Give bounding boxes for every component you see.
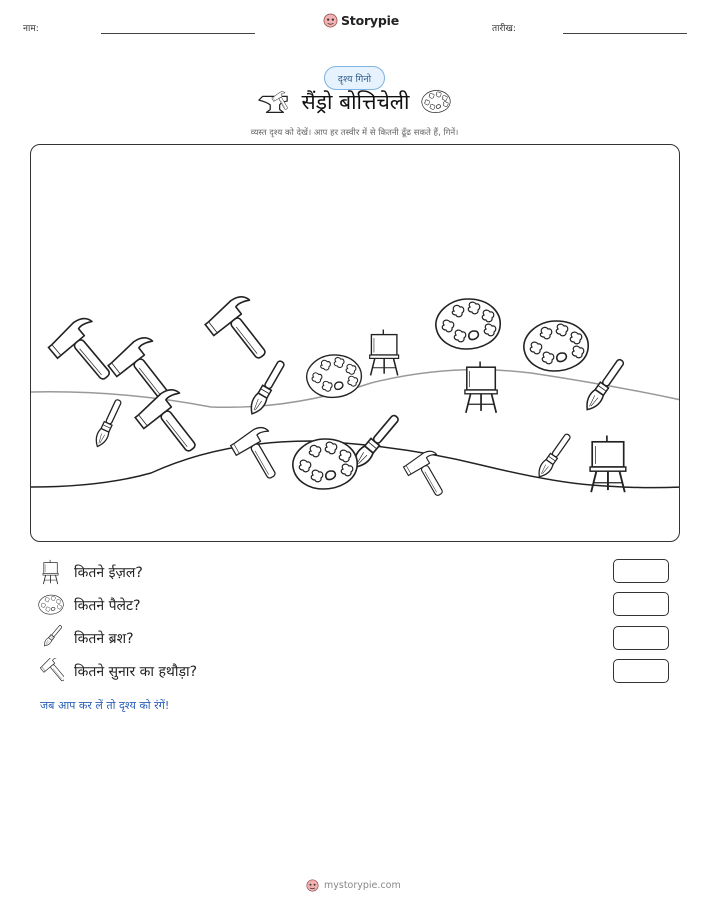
title-row bbox=[0, 88, 709, 116]
hammer-1 bbox=[47, 313, 126, 393]
palette-3 bbox=[524, 321, 588, 371]
easel-icon bbox=[38, 559, 64, 585]
brush-2 bbox=[247, 359, 288, 417]
anvil-hammer-icon bbox=[258, 88, 290, 116]
palette-1 bbox=[307, 355, 362, 398]
palette-icon bbox=[38, 592, 64, 618]
date-line[interactable] bbox=[563, 33, 687, 34]
question-text: कितने ब्रश? bbox=[74, 630, 134, 647]
answer-box-brushes[interactable] bbox=[613, 626, 669, 650]
question-easels bbox=[38, 559, 143, 585]
question-hammers bbox=[38, 658, 197, 684]
brand-logo bbox=[323, 13, 399, 28]
name-line[interactable] bbox=[101, 33, 255, 34]
answer-box-easels[interactable] bbox=[613, 559, 669, 583]
color-instruction: जब आप कर लें तो दृश्य को रंगें! bbox=[40, 699, 170, 712]
footer-url[interactable]: mystorypie.com bbox=[324, 880, 401, 891]
category-badge: दृश्य गिनो bbox=[324, 66, 385, 90]
storypie-logo-icon bbox=[323, 13, 338, 28]
footer bbox=[306, 879, 401, 892]
brand-name: Storypie bbox=[341, 13, 399, 28]
palette-icon bbox=[421, 89, 451, 115]
storypie-logo-icon bbox=[306, 879, 319, 892]
question-text: कितने ईज़ल? bbox=[74, 564, 143, 581]
easel-3 bbox=[590, 436, 626, 493]
question-text: कितने सुनार का हथौड़ा? bbox=[74, 663, 197, 680]
busy-scene bbox=[31, 145, 680, 542]
palette-2 bbox=[436, 299, 500, 349]
brush-icon bbox=[38, 625, 64, 651]
instructions: व्यस्त दृश्य को देखें। आप हर तस्वीर में से कितनी ढूँढ सकते हैं, गिनें। bbox=[250, 128, 459, 138]
date-label: तारीख: bbox=[492, 24, 516, 34]
easel-2 bbox=[465, 362, 497, 413]
answer-box-palettes[interactable] bbox=[613, 592, 669, 616]
brush-1 bbox=[93, 398, 124, 449]
hammer-6 bbox=[402, 448, 454, 504]
hammer-4 bbox=[203, 291, 281, 371]
easel-1 bbox=[370, 330, 399, 376]
name-label: नाम: bbox=[23, 24, 39, 34]
hammer-icon bbox=[38, 658, 64, 684]
question-text: कितने पैलेट? bbox=[74, 597, 141, 614]
page-title: सैंड्रो बोत्तिचेली bbox=[301, 90, 410, 114]
scene-frame bbox=[30, 144, 680, 542]
question-palettes bbox=[38, 592, 141, 618]
brush-4 bbox=[535, 432, 573, 480]
palette-4 bbox=[293, 439, 357, 489]
answer-box-hammers[interactable] bbox=[613, 659, 669, 683]
hammer-5 bbox=[229, 423, 289, 487]
brush-5 bbox=[582, 357, 627, 413]
question-brushes bbox=[38, 625, 134, 651]
